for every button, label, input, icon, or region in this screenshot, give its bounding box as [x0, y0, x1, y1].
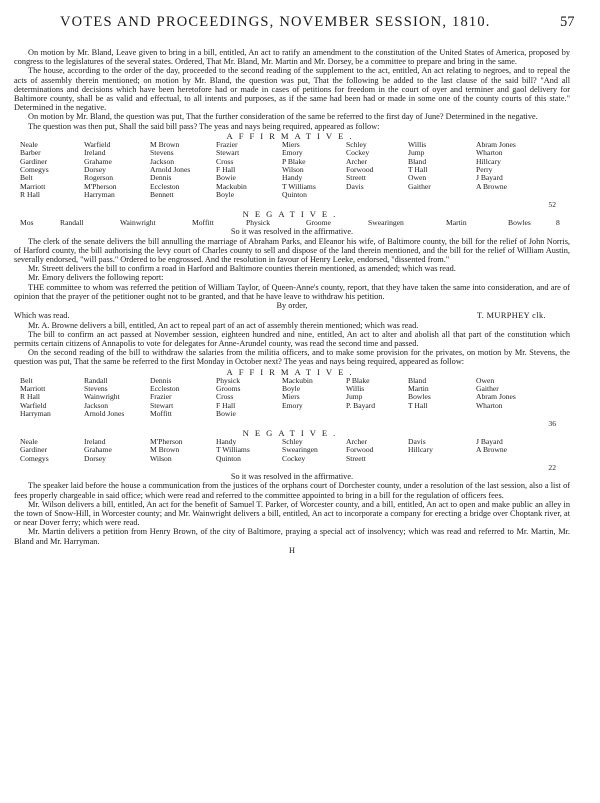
voter-name: Emory: [282, 148, 303, 158]
voter-name: M'Pherson: [84, 181, 117, 191]
voter-name: M Brown: [150, 139, 180, 149]
voter-name: Swearingen: [368, 217, 404, 227]
voter-name: Physick: [246, 217, 271, 227]
vote-column: [150, 438, 214, 463]
voter-name: T Williams: [282, 181, 316, 191]
voter-name: Harryman: [20, 409, 51, 419]
voter-name: Barber: [20, 148, 41, 158]
vote-column: [216, 377, 280, 419]
voter-name: Archer: [346, 156, 368, 166]
voter-name: Stevens: [150, 148, 174, 158]
vote-column: [20, 438, 82, 463]
voter-name: Moffitt: [192, 217, 214, 227]
voter-name: P Blake: [346, 375, 370, 385]
voter-name: Grahame: [84, 156, 112, 166]
voter-name: Harryman: [84, 190, 115, 200]
voter-name: Perry: [476, 165, 493, 175]
voter-name: Frazier: [150, 392, 172, 402]
voter-name: Emory: [282, 400, 303, 410]
vote-column: [408, 438, 474, 463]
document-body: [14, 48, 570, 555]
voter-name: Wharton: [476, 400, 503, 410]
voter-name: Jump: [408, 148, 425, 158]
voter-name: Dorsey: [84, 165, 106, 175]
vote-count-row: [14, 463, 556, 472]
voter-name: Forwood: [346, 445, 374, 455]
vote-column: [476, 438, 556, 463]
voter-name: Cross: [216, 392, 234, 402]
voter-name: Wainwright: [120, 217, 156, 227]
voter-name: Mos: [20, 217, 34, 227]
voter-name: Miers: [282, 392, 300, 402]
paragraph: Mr. A. Browne delivers a bill, entitled, An act to repeal part of an act of assembly therein mentioned; which was read.: [28, 320, 419, 330]
voter-name: Martin: [446, 217, 467, 227]
paragraph: The question was then put, Shall the said bill pass? The yeas and nays being required, appeared as follow:: [28, 121, 380, 131]
vote1-affirmative-heading: AFFIRMATIVE.: [226, 130, 358, 141]
voter-name: Willis: [408, 139, 427, 149]
paragraph: The clerk of the senate delivers the bill annulling the marriage of Abraham Parks, and Eleanor his wife, of Baltimore county, the bill for the relief of John Norris, of Harford county, the bill authorising the levy court of Charles county to sell and dispose of the land therein mentioned, and the bill for the relief of William Austin, severally endorsed, "will pass." Ordered to be engrossed. And the resolution in favour of Henry Leeke, endorsed, "dissented from.": [14, 236, 570, 265]
voter-name: Comegys: [20, 165, 49, 175]
vote-column: [476, 377, 556, 419]
paragraph: The speaker laid before the house a communication from the justices of the orphans court of Dorchester county, under a resolution of the last session, also a list of fees properly chargeable in said office; which were read and referred to the committee appointed to bring in a bill for the regulation of officers fees.: [14, 481, 570, 500]
voter-name: Marriott: [20, 181, 46, 191]
voter-name: Randall: [60, 217, 84, 227]
voter-name: Gardiner: [20, 445, 47, 455]
voter-name: F Hall: [216, 400, 236, 410]
vote1-negative-count: 8: [556, 217, 560, 227]
vote-column: [84, 377, 148, 419]
voter-name: Wilson: [150, 453, 172, 463]
voter-name: Swearingen: [282, 445, 318, 455]
voter-name: Quinton: [282, 190, 307, 200]
voter-name: Jump: [346, 392, 363, 402]
voter-name: A Browne: [476, 181, 508, 191]
vote-column: [346, 377, 406, 419]
voter-name: Randall: [84, 375, 108, 385]
signature-mark: H: [289, 545, 295, 555]
vote1-negative-list: [20, 219, 570, 228]
voter-name: Streett: [346, 453, 366, 463]
vote1-negative-heading: NEGATIVE.: [242, 208, 342, 219]
vote-column: [84, 438, 148, 463]
paragraph: On the second reading of the bill to withdraw the salaries from the militia officers, and to make some provision for the privates, on motion by Mr. Stevens, the question was put, That the same be referred to the first Monday in October next? The yeas and nays being required, appeared as follow:: [14, 348, 570, 367]
vote2-result: So it was resolved in the affirmative.: [230, 472, 354, 482]
voter-name: Jackson: [150, 156, 175, 166]
voter-name: Belt: [20, 375, 33, 385]
vote-column: [20, 377, 82, 419]
paragraph: Mr. Wilson delivers a bill, entitled, An act for the benefit of Samuel T. Parker, of Worcester county, and a bill, entitled, An act to open and make public an alley in the town of Snow-Hill, in Worcester county; and Mr. Wainwright delivers a bill, entitled, An act to incorporate a company for erecting a bridge over Choptank river, at or near Dover ferry; which were read.: [14, 499, 570, 528]
voter-name: Bland: [408, 375, 427, 385]
paragraph: The bill to confirm an act passed at November session, eighteen hundred and nine, entitled, An act to alter and abolish all that part of the constitution which permits certain citizens of Annapolis to vote for delegates for Anne-Arundel county, was read the second time and passed.: [14, 329, 570, 348]
voter-name: Grooms: [216, 383, 241, 393]
vote2-affirmative-count: 36: [548, 418, 556, 428]
voter-name: R Hall: [20, 392, 41, 402]
voter-name: Stevens: [84, 383, 108, 393]
voter-name: Quinton: [216, 453, 241, 463]
voter-name: Eccleston: [150, 181, 180, 191]
vote-column: [84, 141, 148, 200]
vote-column: [346, 438, 406, 463]
signature-row: [14, 311, 546, 320]
voter-name: Hillcary: [476, 156, 501, 166]
voter-name: Physick: [216, 375, 241, 385]
voter-name: Martin: [408, 383, 429, 393]
paragraph: Mr. Streett delivers the bill to confirm a road in Harford and Baltimore counties therein mentioned, as amended; which was read.: [28, 264, 456, 274]
voter-name: Boyle: [216, 190, 235, 200]
voter-name: Groome: [306, 217, 331, 227]
voter-name: Handy: [216, 436, 237, 446]
vote2-affirmative-heading: AFFIRMATIVE.: [226, 366, 358, 377]
voter-name: Dennis: [150, 173, 172, 183]
vote1-result: So it was resolved in the affirmative.: [230, 227, 354, 237]
vote-count-row: [14, 200, 556, 209]
voter-name: Gaither: [476, 383, 499, 393]
paragraph: Mr. Martin delivers a petition from Henry Brown, of the city of Baltimore, praying a special act of insolvency; which was read and referred to Mr. Martin, Mr. Bland and Mr. Harryman.: [14, 527, 570, 546]
vote-column: [282, 377, 344, 419]
which-was-read: Which was read.: [14, 311, 70, 321]
vote1-affirmative-count: 52: [548, 199, 556, 209]
voter-name: Bennett: [150, 190, 174, 200]
voter-name: Davis: [408, 436, 426, 446]
voter-name: Archer: [346, 436, 368, 446]
voter-name: M'Pherson: [150, 436, 183, 446]
voter-name: Comegys: [20, 453, 49, 463]
vote-column: [282, 438, 344, 463]
voter-name: Stewart: [150, 400, 174, 410]
vote-column: [408, 141, 474, 200]
voter-name: Forwood: [346, 165, 374, 175]
voter-name: Davis: [346, 181, 364, 191]
voter-name: Neale: [20, 139, 38, 149]
paragraph: The house, according to the order of the day, proceeded to the second reading of the supplement to the act, entitled, An act relating to negroes, and to repeal the acts of assembly therein mentioned; on motion by Mr. Bland, the question was put, That the following be added to the last clause of the said bill? "And all determinations and decisions which have been heretofore had or made in cases of petitions for freedom in the court of oyer and terminer and gaol delivery for Baltimore county, shall be as valid and effectual, to all intents and purposes, as if the same had been had or made in some one of the county courts of this state." Determined in the negative.: [14, 66, 570, 113]
voter-name: Mackubin: [282, 375, 313, 385]
voter-name: Bowie: [216, 409, 236, 419]
voter-name: Bowie: [216, 173, 236, 183]
voter-name: Dorsey: [84, 453, 106, 463]
paragraph: On motion by Mr. Bland, the question was put, That the further consideration of the same be referred to the first day of June? Determined in the negative.: [28, 112, 538, 122]
voter-name: Abram Jones: [476, 392, 516, 402]
voter-name: Willis: [346, 383, 365, 393]
voter-name: M Brown: [150, 445, 180, 455]
voter-name: T Hall: [408, 165, 428, 175]
vote-column: [150, 141, 214, 200]
paragraph: On motion by Mr. Bland, Leave given to bring in a bill, entitled, An act to ratify an amendment to the constitution of the United States of America, proposed by congress to the legislatures of the several states. Ordered, That Mr. Bland, Mr. Martin and Mr. Dorsey, be a committee to prepare and bring in the same.: [14, 48, 570, 67]
vote2-negative-heading: NEGATIVE.: [242, 427, 342, 438]
vote-column: [150, 377, 214, 419]
vote-count-row: [14, 419, 556, 428]
voter-name: Eccleston: [150, 383, 180, 393]
voter-name: Marriott: [20, 383, 46, 393]
vote2-negative-list: [20, 438, 570, 463]
voter-name: Wilson: [282, 165, 304, 175]
voter-name: Grahame: [84, 445, 112, 455]
voter-name: R Hall: [20, 190, 41, 200]
voter-name: Jackson: [84, 400, 109, 410]
voter-name: Wainwright: [84, 392, 120, 402]
voter-name: Ireland: [84, 436, 106, 446]
voter-name: Arnold Jones: [150, 165, 191, 175]
page-title: VOTES AND PROCEEDINGS, NOVEMBER SESSION, 1810.: [60, 14, 491, 30]
page-number: 57: [560, 14, 575, 30]
voter-name: Boyle: [282, 383, 301, 393]
vote-column: [216, 141, 280, 200]
voter-name: Hillcary: [408, 445, 433, 455]
voter-name: Warfield: [20, 400, 47, 410]
vote-column: [282, 141, 344, 200]
voter-name: J Bayard: [476, 173, 503, 183]
clerk-signature: T. MURPHEY clk.: [476, 311, 546, 321]
vote-column: [20, 141, 82, 200]
voter-name: T Hall: [408, 400, 428, 410]
voter-name: Bowles: [508, 217, 531, 227]
vote-column: [346, 141, 406, 200]
voter-name: Cross: [216, 156, 234, 166]
voter-name: Frazier: [216, 139, 238, 149]
voter-name: Schley: [282, 436, 303, 446]
voter-name: Bowles: [408, 392, 431, 402]
voter-name: Gardiner: [20, 156, 47, 166]
voter-name: Owen: [476, 375, 495, 385]
voter-name: Dennis: [150, 375, 172, 385]
voter-name: Belt: [20, 173, 33, 183]
vote-column: [408, 377, 474, 419]
voter-name: Arnold Jones: [84, 409, 125, 419]
vote-column: [216, 438, 280, 463]
voter-name: J Bayard: [476, 436, 503, 446]
voter-name: Bland: [408, 156, 427, 166]
voter-name: Streett: [346, 173, 366, 183]
voter-name: Gaither: [408, 181, 431, 191]
voter-name: Owen: [408, 173, 427, 183]
voter-name: P. Bayard: [346, 400, 376, 410]
voter-name: Abram Jones: [476, 139, 516, 149]
vote2-affirmative-list: [20, 377, 570, 419]
voter-name: Wharton: [476, 148, 503, 158]
voter-name: T Williams: [216, 445, 250, 455]
voter-name: Rogerson: [84, 173, 114, 183]
voter-name: Schley: [346, 139, 367, 149]
voter-name: F Hall: [216, 165, 236, 175]
by-order: By order,: [276, 301, 308, 311]
voter-name: Mackubin: [216, 181, 247, 191]
voter-name: Ireland: [84, 148, 106, 158]
report-paragraph: THE committee to whom was referred the petition of William Taylor, of Queen-Anne's county, report, that they have taken the same into consideration, and are of opinion that the prayer of the petitioner ought not to be granted, and that he have leave to withdraw his petition.: [14, 282, 570, 301]
voter-name: Warfield: [84, 139, 111, 149]
voter-name: Stewart: [216, 148, 240, 158]
vote-column: [476, 141, 556, 200]
voter-name: A Browne: [476, 445, 508, 455]
voter-name: Moffitt: [150, 409, 172, 419]
vote2-negative-count: 22: [548, 462, 556, 472]
voter-name: Handy: [282, 173, 303, 183]
voter-name: Cockey: [282, 453, 306, 463]
voter-name: Miers: [282, 139, 300, 149]
paragraph: Mr. Emory delivers the following report:: [28, 273, 164, 283]
voter-name: Neale: [20, 436, 38, 446]
voter-name: Cockey: [346, 148, 370, 158]
vote1-affirmative-list: [20, 141, 570, 200]
voter-name: P Blake: [282, 156, 306, 166]
